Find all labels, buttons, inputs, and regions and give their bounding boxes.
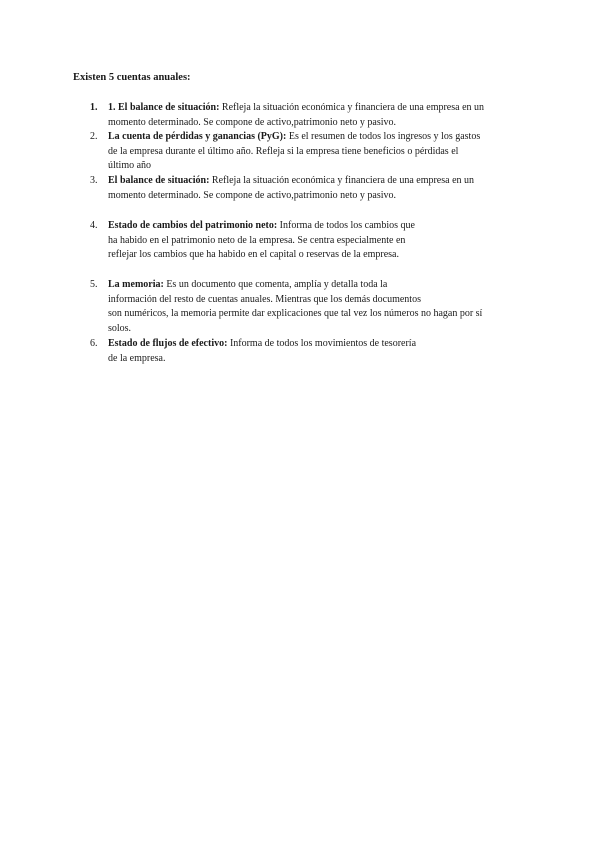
list-item-text: Informa de todos los movimientos de tesorería [227,338,417,349]
list-item-text: último año [108,160,152,171]
list-item-term: 1. El balance de situación: [108,102,220,113]
list-item-text: de la empresa durante el último año. Refleja si la empresa tiene beneficios o pérdidas el [108,145,459,157]
list-item-number: 4. [90,220,98,231]
list-item-text: Informa de todos los cambios que [277,220,415,231]
list-item-memoria [90,278,535,336]
list-item-line [108,130,535,145]
list-item-line [108,219,535,234]
list-item-number: 5. [90,279,98,290]
list-item-flujos [90,337,535,366]
list-item-term: Estado de cambios del patrimonio neto: [108,220,278,231]
list-item-text: reflejar los cambios que ha habido en el capital o reservas de la empresa. [108,249,399,260]
list-item-line [108,278,535,293]
list-item-line [108,174,535,189]
list-item-patrimonio [90,219,535,263]
list-item-term: Estado de flujos de efectivo: [108,338,228,349]
list-item-balance-repeat [90,174,535,203]
list-item-text: momento determinado. Se compone de activo,patrimonio neto y pasivo. [108,116,396,128]
list-item-term: El balance de situación: [108,175,210,186]
list-item-term: La memoria: [108,279,164,290]
list-item-text: Refleja la situación económica y financiera de una empresa en un [219,102,485,113]
list-item-line [108,101,535,116]
document-heading: Existen 5 cuentas anuales: [73,72,191,83]
list-item-text: información del resto de cuentas anuales. Mientras que los demás documentos [108,293,421,305]
list-item-text: Es el resumen de todos los ingresos y los gastos [286,131,481,142]
list-item-number: 2. [90,131,98,142]
list-item-number: 6. [90,338,98,349]
list-item-text: Refleja la situación económica y financiera de una empresa en un [209,175,475,186]
list-item-pyg [90,130,535,174]
list-item-balance [90,101,535,130]
list-item-text: Es un documento que comenta, amplía y detalla toda la [163,279,388,290]
list-item-line [108,337,535,352]
list-item-text: son numéricos, la memoria permite dar explicaciones que tal vez los números no hagan por sí [108,308,483,319]
list-item-term: La cuenta de pérdidas y ganancias (PyG): [108,131,287,142]
list-item-text: ha habido en el patrimonio neto de la empresa. Se centra especialmente en [108,234,406,246]
list-item-text: solos. [108,322,132,334]
list-item-text: de la empresa. [108,352,166,364]
list-item-number: 3. [90,175,98,186]
list-item-number: 1. [90,102,98,113]
list-item-text: momento determinado. Se compone de activo,patrimonio neto y pasivo. [108,189,396,201]
